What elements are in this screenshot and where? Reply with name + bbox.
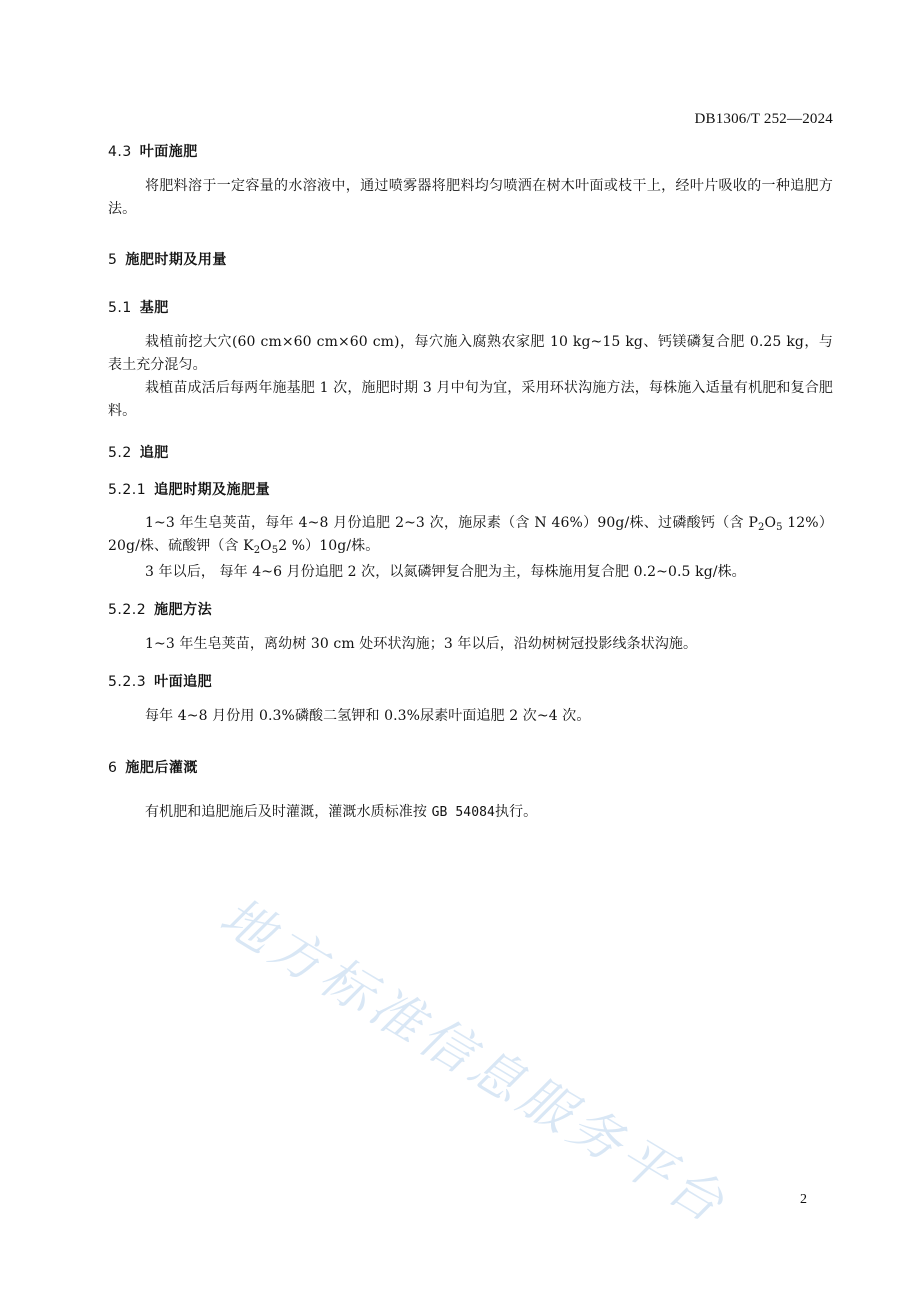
text-run: 2 %）10g/株。 bbox=[278, 538, 380, 554]
heading-number: 5 bbox=[108, 252, 118, 268]
heading-number: 5.1 bbox=[108, 300, 132, 316]
heading-title: 基肥 bbox=[139, 300, 169, 316]
heading-5-2-2 bbox=[108, 599, 212, 619]
subscript: 2 bbox=[758, 522, 765, 533]
heading-number: 4.3 bbox=[108, 144, 132, 160]
text-run: 有机肥和追肥施后及时灌溉，灌溉水质标准按 bbox=[145, 804, 432, 820]
subscript: 5 bbox=[271, 545, 279, 556]
text-run: 1~3 年生皂荚苗，每年 4~8 月份追肥 2~3 次，施尿素（含 N 46%）90g/株、过磷酸钙（含 P bbox=[145, 515, 759, 531]
heading-title: 施肥后灌溉 bbox=[125, 760, 198, 776]
document-code: DB1306/T 252—2024 bbox=[694, 111, 833, 127]
heading-title: 叶面施肥 bbox=[139, 144, 198, 160]
heading-title: 叶面追肥 bbox=[154, 674, 213, 690]
heading-number: 5.2.1 bbox=[108, 482, 147, 498]
paragraph: 1~3 年生皂荚苗，离幼树 30 cm 处环状沟施；3 年以后，沿幼树树冠投影线条状沟施。 bbox=[145, 636, 698, 652]
heading-number: 5.2.3 bbox=[108, 674, 147, 690]
text-run: 执行。 bbox=[494, 804, 538, 820]
heading-5-2 bbox=[108, 442, 169, 462]
paragraph: 栽植苗成活后每两年施基肥 1 次，施肥时期 3 月中旬为宜，采用环状沟施方法，每株施入适量有机肥和复合肥料。 bbox=[108, 380, 833, 419]
watermark: 地方标准信息服务平台 bbox=[209, 886, 738, 1237]
paragraph: 将肥料溶于一定容量的水溶液中，通过喷雾器将肥料均匀喷洒在树木叶面或枝干上，经叶片吸收的一种追肥方法。 bbox=[108, 178, 833, 217]
heading-title: 追肥 bbox=[139, 445, 169, 461]
subscript: 5 bbox=[776, 522, 783, 533]
heading-title: 施肥时期及用量 bbox=[125, 252, 227, 268]
heading-number: 5.2 bbox=[108, 445, 132, 461]
heading-5 bbox=[108, 249, 227, 269]
text-run: O bbox=[764, 515, 777, 531]
heading-number: 5.2.2 bbox=[108, 602, 147, 618]
heading-5-2-1 bbox=[108, 479, 270, 499]
heading-title: 施肥方法 bbox=[154, 602, 213, 618]
heading-5-1 bbox=[108, 297, 169, 317]
paragraph bbox=[108, 801, 833, 824]
paragraph: 每年 4~8 月份用 0.3%磷酸二氢钾和 0.3%尿素叶面追肥 2 次~4 次。 bbox=[145, 708, 591, 724]
text-run: 12%）20g/株、硫酸钾（含 K bbox=[108, 515, 833, 554]
paragraph bbox=[108, 512, 833, 558]
heading-5-2-3 bbox=[108, 671, 212, 691]
heading-4-3 bbox=[108, 141, 198, 161]
subscript: 2 bbox=[253, 545, 261, 556]
heading-title: 追肥时期及施肥量 bbox=[154, 482, 271, 498]
text-run: O bbox=[260, 538, 272, 554]
paragraph: 3 年以后， 每年 4~6 月份追肥 2 次，以氮磷钾复合肥为主，每株施用复合肥 0.2~0.5 kg/株。 bbox=[145, 564, 746, 580]
standard-code: GB 54084 bbox=[431, 805, 495, 820]
page-number: 2 bbox=[800, 1192, 807, 1207]
heading-number: 6 bbox=[108, 760, 118, 776]
paragraph: 栽植前挖大穴(60 cm×60 cm×60 cm)，每穴施入腐熟农家肥 10 kg~15 kg、钙镁磷复合肥 0.25 kg，与表土充分混匀。 bbox=[108, 334, 833, 373]
heading-6 bbox=[108, 757, 198, 777]
